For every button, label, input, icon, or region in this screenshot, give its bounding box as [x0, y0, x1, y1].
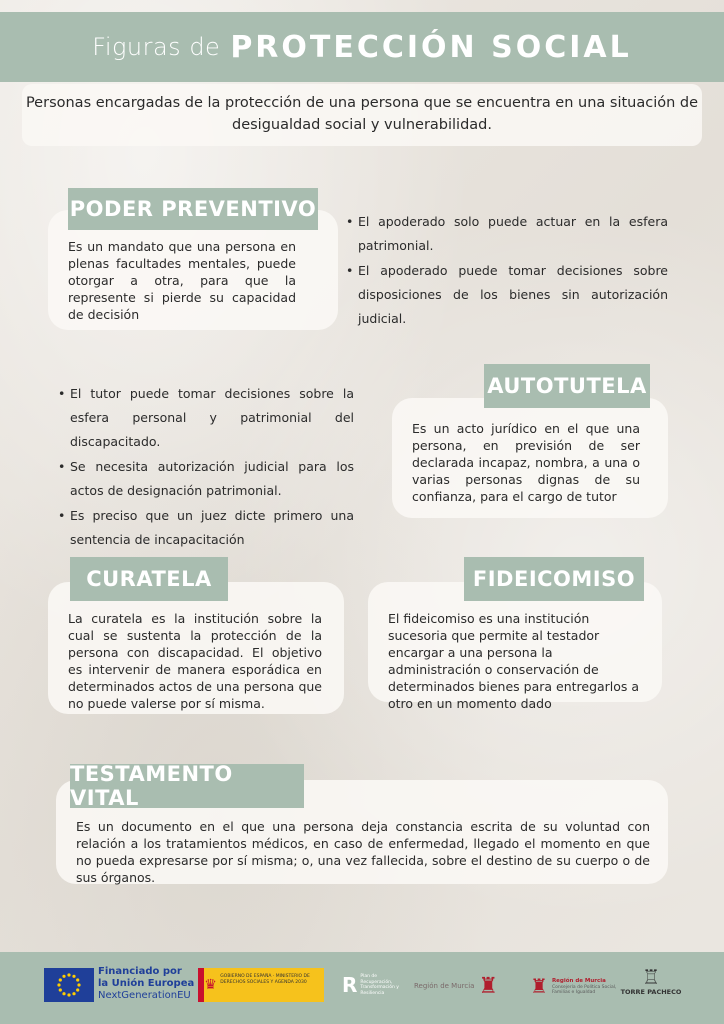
- plan-recuperacion-logo: [342, 970, 402, 1000]
- autotutela-title: AUTOTUTELA: [484, 364, 650, 408]
- region-murcia-logo: [414, 972, 504, 1000]
- eu-line-1: Financiado por: [98, 966, 182, 977]
- page-title: PROTECCIÓN SOCIAL: [230, 29, 632, 65]
- autotutela-text: Es un acto jurídico en el que una persona, en previsión de ser declarada incapaz, nombra, a una o varias personas dignas de su confianza, para el cargo de tutor: [412, 421, 640, 504]
- poder-preventivo-title: PODER PREVENTIVO: [68, 188, 318, 230]
- consejeria-subtitle: Consejería de Política Social, Familias e Igualdad: [551, 984, 617, 995]
- list-item: • El apoderado puede tomar decisiones sobre disposiciones de los bienes sin autorización judicial.: [346, 259, 668, 331]
- curatela-title: CURATELA: [70, 557, 228, 601]
- plan-text: Plan de Recuperación, Transformación y Resiliencia: [360, 974, 399, 996]
- poder-preventivo-bullets: [346, 210, 668, 332]
- eu-stars-icon: [44, 968, 94, 1002]
- eu-funding-text: [98, 966, 198, 1002]
- gobierno-espana-logo: [198, 968, 324, 1002]
- list-item: • Es preciso que un juez dicte primero una sentencia de incapacitación: [58, 504, 354, 552]
- fideicomiso-text: El fideicomiso es una institución sucesoria que permite al testador encargar a una persona la administración o conservación de determinados bienes para entregarlos a otro en un momento dado: [388, 611, 640, 711]
- curatela-text: La curatela es la institución sobre la cual se sustenta la protección de la persona con discapacidad. El objetivo es intervenir de manera esporádica en determinados actos de una persona que no puede valerse por sí misma.: [68, 611, 322, 711]
- testamento-text: Es un documento en el que una persona deja constancia escrita de su voluntad con relación a los tratamientos médicos, en caso de enfermedad, llegado el momento en que no pueda expresarse por sí misma; o, una vez fallecida, sobre el destino de su cuerpo o de sus órganos.: [76, 819, 650, 885]
- eu-line-2: la Unión Europea: [98, 978, 195, 989]
- eu-flag-logo: [44, 968, 94, 1002]
- murcia-crest-icon: ♜: [530, 974, 548, 998]
- header-pre-title: Figuras de: [92, 33, 221, 61]
- plan-r-icon: R: [342, 973, 358, 997]
- spain-crest-icon: ♛: [204, 977, 217, 993]
- region-murcia-consejeria-logo: [530, 970, 620, 1002]
- testamento-title: TESTAMENTO VITAL: [70, 764, 304, 808]
- poder-preventivo-text: Es un mandato que una persona en plenas facultades mentales, puede otorgar a otra, para que la represente si pierde su capacidad de decisión: [68, 239, 296, 322]
- consejeria-title: Región de Murcia: [551, 977, 606, 984]
- intro-text: Personas encargadas de la protección de una persona que se encuentra en una situación de desigualdad social y vulnerabilidad.: [22, 84, 702, 146]
- page-header: [0, 12, 724, 82]
- list-item: • El apoderado solo puede actuar en la esfera patrimonial.: [346, 210, 668, 258]
- murcia-crest-icon: ♜: [478, 973, 499, 999]
- gobierno-text: GOBIERNO DE ESPAÑA · MINISTERIO DE DERECHOS SOCIALES Y AGENDA 2030: [220, 974, 310, 985]
- torre-pacheco-crest-icon: ♖: [642, 965, 660, 989]
- list-item: • Se necesita autorización judicial para los actos de designación patrimonial.: [58, 455, 354, 503]
- torre-pacheco-text: TORRE PACHECO: [620, 988, 682, 996]
- autotutela-bullets: [58, 382, 354, 553]
- region-text: Región de Murcia: [414, 982, 475, 990]
- list-item: • El tutor puede tomar decisiones sobre la esfera personal y patrimonial del discapacitado.: [58, 382, 354, 454]
- torre-pacheco-logo: [616, 966, 686, 1006]
- fideicomiso-title: FIDEICOMISO: [464, 557, 644, 601]
- eu-line-3: NextGenerationEU: [98, 990, 191, 1001]
